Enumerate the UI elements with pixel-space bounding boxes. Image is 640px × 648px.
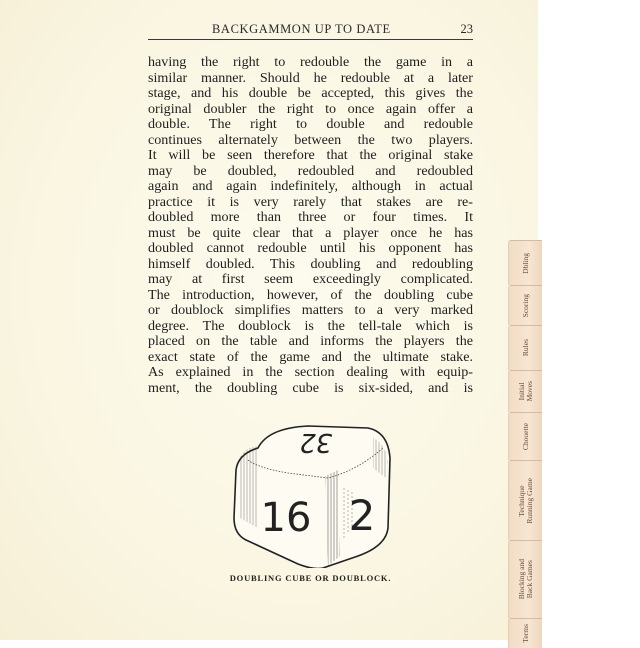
- tab-technique-running-game[interactable]: [508, 460, 542, 540]
- text-line: continues alternately between the two players.: [148, 131, 473, 148]
- text-line: double. The right to double and redouble: [148, 116, 473, 132]
- cube-right-face: 2: [348, 491, 376, 540]
- cube-top-face: 32: [297, 427, 336, 457]
- tab-chouette[interactable]: [508, 412, 542, 460]
- text-line: practice it is very rarely that stakes are re-: [148, 193, 473, 210]
- figure-caption: DOUBLING CUBE OR DOUBLOCK.: [229, 573, 392, 583]
- text-line: or doublock simplifies matters to a very marked: [148, 302, 473, 318]
- tab-label: Blocking and Back Games: [516, 559, 534, 600]
- header-rule: [148, 39, 473, 40]
- tab-label: Technique Running Game: [516, 477, 534, 524]
- text-line: similar manner. Should he redouble at a later: [148, 69, 473, 86]
- text-line: may at first seem exceedingly complicated.: [148, 271, 473, 287]
- tab-label: Terms: [520, 624, 530, 643]
- tab-label: Scoring: [520, 293, 530, 318]
- body-paragraph: [148, 55, 473, 396]
- tab-initial-moves[interactable]: [508, 370, 542, 412]
- text-line: may be doubled, redoubled and redoubled: [148, 162, 473, 179]
- tab-label: Initial Moves: [516, 381, 534, 402]
- text-line: It will be seen therefore that the original stake: [148, 147, 473, 163]
- text-line: himself doubled. This doubling and redoubling: [148, 255, 473, 272]
- tab-label: Chouette: [520, 422, 530, 451]
- tab-label: Rules: [520, 339, 530, 357]
- tab-label: Dbling: [520, 252, 530, 274]
- text-line: degree. The doublock is the tell-tale which is: [148, 317, 473, 334]
- text-line: ment, the doubling cube is six-sided, and is: [148, 379, 473, 396]
- text-line: again and again indefinitely, although in actual: [148, 178, 473, 194]
- text-line: having the right to redouble the game in a: [148, 54, 473, 70]
- tab-doubling[interactable]: [508, 240, 542, 285]
- running-title: BACKGAMMON UP TO DATE: [212, 22, 391, 36]
- page-number: 23: [460, 22, 473, 36]
- text-line: doubled cannot redouble until his opponent has: [148, 240, 473, 256]
- tab-scoring[interactable]: [508, 285, 542, 325]
- tab-blocking-back-games[interactable]: [508, 540, 542, 618]
- text-line: exact state of the game and the ultimate stake.: [148, 348, 473, 365]
- text-line: must be quite clear that a player once he has: [148, 224, 473, 241]
- text-line: original doubler the right to once again offer a: [148, 100, 473, 117]
- running-header: [148, 18, 473, 40]
- text-line: The introduction, however, of the doubling cube: [148, 286, 473, 303]
- text-line: As explained in the section dealing with equip-: [148, 364, 473, 380]
- cube-left-face: 16: [260, 495, 312, 541]
- doubling-cube-illustration: [228, 418, 398, 568]
- text-line: placed on the table and informs the players the: [148, 333, 473, 349]
- tab-rules[interactable]: [508, 325, 542, 370]
- thumb-index-tabs: [508, 240, 543, 643]
- text-line: stage, and his double be accepted, this gives the: [148, 85, 473, 101]
- text-line: doubled more than three or four times. It: [148, 209, 473, 225]
- tab-terms[interactable]: [508, 618, 542, 648]
